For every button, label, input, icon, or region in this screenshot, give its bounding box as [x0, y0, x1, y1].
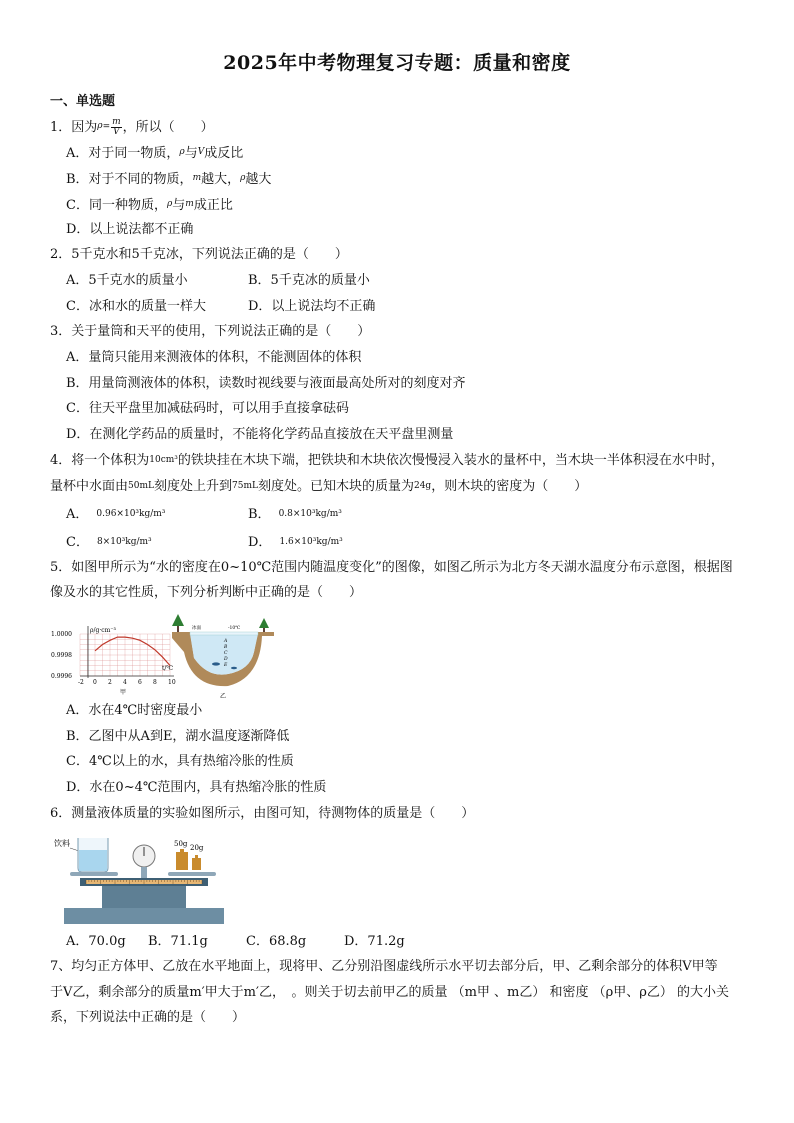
question-3-option-a[interactable]: A．量筒只能用来测液体的体积，不能测固体的体积 — [66, 350, 362, 365]
question-1-option-c[interactable]: C．同一种物质，$^\rho$与$^m$成正比 — [66, 198, 233, 213]
lake-temperature-diagram — [168, 612, 278, 700]
question-2-stem: 2．5千克水和5千克冰，下列说法正确的是（ ） — [50, 247, 348, 262]
right-pan — [168, 872, 216, 876]
chart-x-ticks — [78, 679, 176, 686]
x-tick-label: 4 — [123, 679, 127, 686]
x-tick-label: -2 — [78, 679, 84, 686]
question-5-stem-line1: 5．如图甲所示为“水的密度在0~10℃范围内随温度变化”的图像，如图乙所示为北方冬天湖水温度分布示意图，根据图 — [50, 560, 733, 575]
x-tick-label: 6 — [138, 679, 142, 686]
question-7-stem-line2: 于V乙，剩余部分的质量m′甲大于m′乙， 。则关于切去前甲乙的质量 （m甲 、m乙） 和密度 （ρ甲、ρ乙） 的大小关 — [50, 985, 730, 1000]
question-6-option-a[interactable]: A．70.0g — [66, 934, 126, 949]
question-2-option-a[interactable]: A．5千克水的质量小 — [66, 273, 188, 288]
question-3-option-c[interactable]: C．往天平盘里加减砝码时，可以用手直接拿砝码 — [66, 401, 349, 416]
x-tick-label: 10 — [168, 679, 176, 686]
y-tick-label: 0.9996 — [51, 673, 72, 680]
x-tick-label: 8 — [153, 679, 157, 686]
question-3-stem: 3．关于量筒和天平的使用，下列说法正确的是（ ） — [50, 324, 371, 339]
question-5-option-b[interactable]: B．乙图中从A到E，湖水温度逐渐降低 — [66, 729, 290, 744]
question-2-option-b[interactable]: B．5千克冰的质量小 — [248, 273, 370, 288]
question-4-stem-line2: 量杯中水面由50mL刻度处上升到75mL刻度处。已知木块的质量为24g，则木块的密度为（ ） — [50, 479, 588, 494]
weight-label-20g: 20g — [190, 844, 204, 852]
density-temperature-chart — [50, 620, 180, 698]
chart-y-ticks — [51, 631, 72, 680]
fish-icon — [231, 667, 237, 670]
svg-text:D: D — [224, 657, 228, 662]
caption-jia: 甲 — [120, 689, 127, 696]
chart-ylabel: ρ/g·cm⁻³ — [90, 627, 116, 634]
question-5-stem-line2: 像及水的其它性质，下列分析判断中正确的是（ ） — [50, 585, 363, 600]
question-7-stem-line1: 7、均匀正方体甲、乙放在水平地面上，现将甲、乙分别沿图虚线所示水平切去部分后，甲、乙剩余部分的体积V甲等 — [50, 959, 718, 974]
section-heading: 一、单选题 — [50, 94, 116, 109]
y-tick-label: 0.9998 — [51, 652, 72, 659]
formula-fraction: $\frac{m}{V}$ — [112, 117, 121, 137]
svg-text:C: C — [224, 651, 228, 656]
question-2-option-c[interactable]: C．冰和水的质量一样大 — [66, 299, 206, 314]
caption-yi: 乙 — [220, 693, 227, 700]
svg-text:B: B — [224, 645, 228, 650]
drink-label: 饮料 — [54, 839, 70, 848]
scale-body — [102, 886, 186, 908]
weight-50g-icon — [176, 849, 188, 870]
beaker-icon — [78, 838, 108, 872]
ice-label: 冰面 — [192, 626, 201, 631]
question-2-option-d[interactable]: D．以上说法均不正确 — [248, 299, 376, 314]
question-1-option-b[interactable]: B．对于不同的物质，$^m$越大，$^\rho$越大 — [66, 172, 272, 187]
question-4-stem-line1: 4．将一个体积为10cm³的铁块挂在木块下端，把铁块和木块依次慢慢浸入装水的量杯中，当木块一半体积浸在水中时， — [50, 453, 724, 468]
question-3-option-d[interactable]: D．在测化学药品的质量时，不能将化学药品直接放在天平盘里测量 — [66, 427, 454, 442]
page-title: 2025年中考物理复习专题：质量和密度 — [223, 52, 571, 74]
question-5-option-a[interactable]: A．水在4℃时密度最小 — [66, 703, 203, 718]
ice-surface — [190, 632, 258, 635]
balance-scale-diagram — [52, 830, 228, 928]
question-5-option-d[interactable]: D．水在0~4℃范围内，具有热缩冷胀的性质 — [66, 780, 327, 795]
question-1-option-a[interactable]: A．对于同一物质，$^\rho$与$^V$成反比 — [66, 146, 244, 161]
dial-icon — [133, 845, 155, 879]
question-4-option-c[interactable]: C． 8×10³kg/m³ — [66, 535, 152, 550]
scale-base — [64, 908, 224, 924]
question-1-stem: 1．因为$^\rho$= $\frac{m}{V}$ ，所以（ ） — [50, 117, 214, 137]
tree-icon — [172, 614, 184, 632]
weight-label-50g: 50g — [174, 840, 188, 848]
question-4-option-d[interactable]: D． 1.6×10³kg/m³ — [248, 535, 343, 550]
question-3-option-b[interactable]: B．用量筒测液体的体积，读数时视线要与液面最高处所对的刻度对齐 — [66, 376, 466, 391]
question-7-stem-line3: 系，下列说法中正确的是（ ） — [50, 1010, 246, 1025]
x-tick-label: 0 — [93, 679, 97, 686]
question-5-option-c[interactable]: C．4℃以上的水，具有热缩冷胀的性质 — [66, 754, 294, 769]
x-tick-label: 2 — [108, 679, 112, 686]
y-tick-label: 1.0000 — [51, 631, 72, 638]
question-4-option-a[interactable]: A． 0.96×10³kg/m³ — [66, 507, 166, 522]
chart-xlabel: t/℃ — [162, 665, 174, 672]
chart-grid — [80, 634, 170, 676]
weight-20g-icon — [192, 855, 201, 870]
tree-icon — [259, 618, 269, 633]
question-6-stem: 6．测量液体质量的实验如图所示，由图可知，待测物体的质量是（ ） — [50, 806, 475, 821]
svg-text:A: A — [224, 639, 228, 644]
svg-text:E: E — [224, 663, 228, 668]
question-1-option-d[interactable]: D．以上说法都不正确 — [66, 222, 194, 237]
question-6-option-d[interactable]: D．71.2g — [344, 934, 405, 949]
fish-icon — [212, 662, 220, 665]
question-6-option-c[interactable]: C．68.8g — [246, 934, 307, 949]
question-4-option-b[interactable]: B． 0.8×10³kg/m³ — [248, 507, 342, 522]
left-pan — [70, 872, 118, 876]
question-6-option-b[interactable]: B．71.1g — [148, 934, 208, 949]
air-temp-label: -10℃ — [228, 626, 241, 631]
